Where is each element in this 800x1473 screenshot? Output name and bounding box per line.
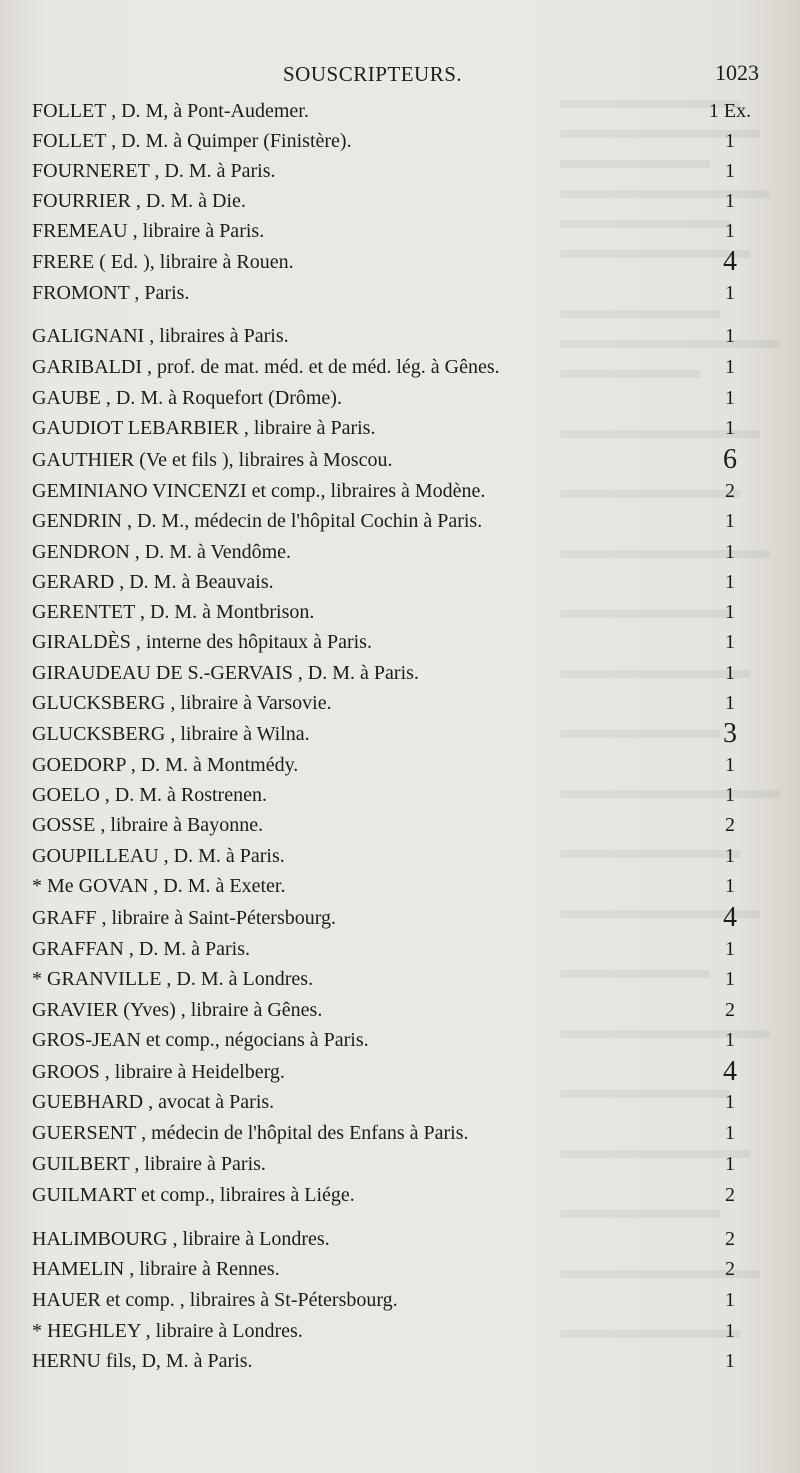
copy-count: 1: [725, 1122, 735, 1144]
header-title: SOUSCRIPTEURS.: [283, 62, 463, 86]
copy-count: 1: [725, 325, 735, 347]
copy-count: 1: [725, 1091, 735, 1113]
copy-count: 1: [725, 631, 735, 653]
subscriber-name: FROMONT , Paris.: [32, 282, 190, 304]
subscriber-entry: [0, 718, 800, 751]
subscriber-name: GOEDORP , D. M. à Montmédy.: [32, 754, 299, 776]
copy-count: 1: [725, 1320, 735, 1342]
subscriber-name: FOURRIER , D. M. à Die.: [32, 190, 246, 212]
subscriber-entry: [0, 660, 800, 690]
subscriber-entry: [0, 539, 800, 569]
subscriber-entry: [0, 354, 800, 384]
subscriber-entry: [0, 1056, 800, 1089]
subscriber-entry: [0, 218, 800, 248]
copy-count: 2: [725, 1228, 735, 1250]
copy-count: 1: [725, 571, 735, 593]
copy-count: 4: [723, 246, 737, 277]
subscriber-entry: [0, 415, 800, 445]
subscriber-entry: [0, 1027, 800, 1057]
subscriber-entry: [0, 690, 800, 720]
subscriber-entry: [0, 873, 800, 903]
subscriber-name: GAUDIOT LEBARBIER , libraire à Paris.: [32, 417, 376, 439]
copy-count: 1: [725, 1289, 735, 1311]
copy-count: 1: [725, 541, 735, 563]
subscriber-entry: [0, 752, 800, 782]
subscriber-entry: [0, 812, 800, 842]
subscriber-entry: [0, 1318, 800, 1348]
subscriber-name: GUILMART et comp., libraires à Liége.: [32, 1184, 355, 1206]
subscriber-name: GENDRIN , D. M., médecin de l'hôpital Cochin à Paris.: [32, 510, 483, 532]
subscriber-name: * GRANVILLE , D. M. à Londres.: [32, 968, 314, 990]
subscriber-entry: [0, 246, 800, 279]
copy-count: 1: [725, 356, 735, 378]
copy-count: 1: [725, 845, 735, 867]
page-number: 1023: [715, 60, 759, 85]
subscriber-entry: [0, 188, 800, 218]
copy-count: 1: [725, 510, 735, 532]
subscriber-name: GOUPILLEAU , D. M. à Paris.: [32, 845, 285, 867]
copy-count: 1: [725, 190, 735, 212]
subscriber-name: GLUCKSBERG , libraire à Wilna.: [32, 723, 310, 745]
subscriber-entry: [0, 280, 800, 310]
copy-count: 1: [725, 692, 735, 714]
subscriber-entry: [0, 1120, 800, 1150]
subscriber-name: GUEBHARD , avocat à Paris.: [32, 1091, 275, 1113]
copy-count: 1: [725, 1029, 735, 1051]
subscriber-name: GUERSENT , médecin de l'hôpital des Enfans à Paris.: [32, 1122, 469, 1144]
subscriber-name: HERNU fils, D, M. à Paris.: [32, 1350, 253, 1372]
subscriber-name: FRERE ( Ed. ), libraire à Rouen.: [32, 251, 294, 273]
subscriber-name: GIRALDÈS , interne des hôpitaux à Paris.: [32, 631, 372, 653]
copy-count: 2: [725, 1184, 735, 1206]
subscriber-name: FOURNERET , D. M. à Paris.: [32, 160, 276, 182]
copy-count: 1: [725, 417, 735, 439]
copy-count: 1: [725, 662, 735, 684]
subscriber-entry: [0, 936, 800, 966]
subscriber-name: GENDRON , D. M. à Vendôme.: [32, 541, 292, 563]
subscriber-entry: [0, 966, 800, 996]
copy-count: 1: [725, 784, 735, 806]
subscriber-name: GOSSE , libraire à Bayonne.: [32, 814, 264, 836]
subscriber-entry: [0, 385, 800, 415]
copy-count: 4: [723, 1056, 737, 1087]
copy-count: 1: [725, 754, 735, 776]
subscriber-entry: [0, 1089, 800, 1119]
subscriber-name: GARIBALDI , prof. de mat. méd. et de méd. lég. à Gênes.: [32, 356, 500, 378]
subscriber-entry: [0, 997, 800, 1027]
subscriber-name: HAUER et comp. , libraires à St-Pétersbourg.: [32, 1289, 398, 1311]
subscriber-name: FOLLET , D. M, à Pont-Audemer.: [32, 100, 309, 122]
copy-count: 1: [725, 220, 735, 242]
subscriber-entry: [0, 444, 800, 477]
subscriber-name: FOLLET , D. M. à Quimper (Finistère).: [32, 130, 352, 152]
copy-count: 2: [725, 480, 735, 502]
copy-count: 1: [725, 130, 735, 152]
subscriber-entry: [0, 902, 800, 935]
copy-count: 1: [725, 387, 735, 409]
subscriber-entry: [0, 128, 800, 158]
subscriber-name: GERENTET , D. M. à Montbrison.: [32, 601, 315, 623]
subscriber-name: GIRAUDEAU DE S.-GERVAIS , D. M. à Paris.: [32, 662, 419, 684]
subscriber-entry: [0, 1151, 800, 1181]
subscriber-entry: [0, 508, 800, 538]
copy-count: 1: [725, 938, 735, 960]
subscriber-entry: [0, 1348, 800, 1378]
copy-count: 1: [725, 1153, 735, 1175]
subscriber-name: HALIMBOURG , libraire à Londres.: [32, 1228, 330, 1250]
subscriber-entry: [0, 1226, 800, 1256]
subscriber-name: FREMEAU , libraire à Paris.: [32, 220, 265, 242]
subscriber-entry: [0, 158, 800, 188]
subscriber-name: GOELO , D. M. à Rostrenen.: [32, 784, 267, 806]
subscriber-entry: [0, 629, 800, 659]
subscriber-name: * HEGHLEY , libraire à Londres.: [32, 1320, 303, 1342]
subscriber-name: GROOS , libraire à Heidelberg.: [32, 1061, 285, 1083]
subscriber-name: GALIGNANI , libraires à Paris.: [32, 325, 289, 347]
copy-count: 1: [725, 601, 735, 623]
subscriber-name: HAMELIN , libraire à Rennes.: [32, 1258, 280, 1280]
copy-count: 2: [725, 814, 735, 836]
subscriber-name: * Me GOVAN , D. M. à Exeter.: [32, 875, 286, 897]
subscriber-entry: [0, 843, 800, 873]
copy-count: 4: [723, 902, 737, 933]
copy-count: 1 Ex.: [708, 100, 752, 122]
copy-count: 2: [725, 1258, 735, 1280]
subscriber-name: GUILBERT , libraire à Paris.: [32, 1153, 266, 1175]
subscriber-entry: [0, 98, 800, 128]
copy-count: 1: [725, 1350, 735, 1372]
copy-count: 1: [725, 875, 735, 897]
copy-count: 3: [723, 718, 737, 749]
copy-count: 1: [725, 160, 735, 182]
subscriber-entry: [0, 599, 800, 629]
subscriber-entry: [0, 1182, 800, 1212]
copy-count: 6: [723, 444, 737, 475]
subscriber-entry: [0, 478, 800, 508]
subscriber-entry: [0, 1256, 800, 1286]
copy-count: 1: [725, 282, 735, 304]
subscriber-name: GAUTHIER (Ve et fils ), libraires à Moscou.: [32, 449, 393, 471]
subscriber-name: GRAFF , libraire à Saint-Pétersbourg.: [32, 907, 337, 929]
subscriber-entry: [0, 569, 800, 599]
subscriber-name: GROS-JEAN et comp., négocians à Paris.: [32, 1029, 369, 1051]
subscriber-name: GRAFFAN , D. M. à Paris.: [32, 938, 250, 960]
subscriber-name: GAUBE , D. M. à Roquefort (Drôme).: [32, 387, 342, 409]
subscriber-name: GERARD , D. M. à Beauvais.: [32, 571, 274, 593]
subscriber-name: GEMINIANO VINCENZI et comp., libraires à Modène.: [32, 480, 486, 502]
subscriber-name: GLUCKSBERG , libraire à Varsovie.: [32, 692, 332, 714]
subscriber-name: GRAVIER (Yves) , libraire à Gênes.: [32, 999, 323, 1021]
subscriber-entry: [0, 1287, 800, 1317]
copy-count: 1: [725, 968, 735, 990]
subscriber-entry: [0, 782, 800, 812]
copy-count: 2: [725, 999, 735, 1021]
subscriber-entry: [0, 323, 800, 353]
